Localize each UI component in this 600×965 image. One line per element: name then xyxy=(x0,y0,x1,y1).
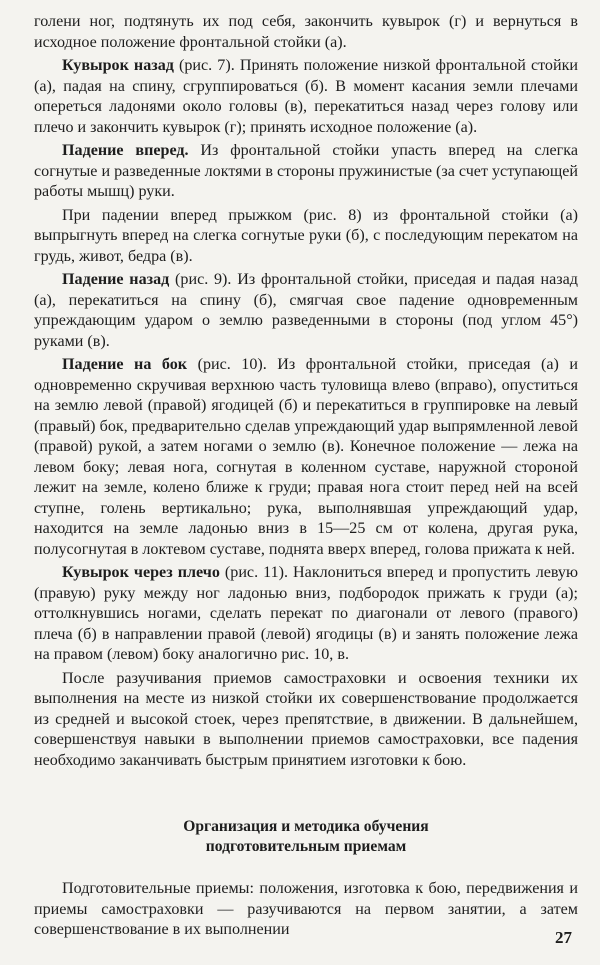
term-shoulder-roll: Кувырок через плечо xyxy=(62,564,220,581)
paragraph-shoulder-roll: Кувырок через плечо (рис. 11). Наклониться вперед и пропустить левую (правую) руку между ног ладонью вниз, подбородок прижать к груди (а); оттолкнувшись ногами, сделать перекат по диагонали от левого (правого) плеча (б) в направлении правой (левой) ягодицы (в) и занять положение лежа на правом (левом) боку аналогично рис. 10, в. xyxy=(34,564,578,663)
term-backward-roll: Кувырок назад xyxy=(62,57,174,74)
paragraph-fall-forward-jump: При падении вперед прыжком (рис. 8) из фронтальной стойки (а) выпрыгнуть вперед на слегка согнутые руки (б), с последующим перекатом на грудь, живот, бедра (в). xyxy=(34,206,578,265)
page-number: 27 xyxy=(555,928,572,947)
paragraph-backward-roll: Кувырок назад (рис. 7). Принять положение низкой фронтальной стойки (а), падая на спину, сгруппироваться (б). В момент касания земли плечами опереться ладонями около головы (в), перекатиться назад через голову или плечо и закончить кувырок (г); принять исходное положение (а). xyxy=(34,57,578,136)
section-heading-line-2: подготовительным приемам xyxy=(205,838,407,855)
section-heading-line-1: Организация и методика обучения xyxy=(183,818,429,835)
section-heading xyxy=(34,817,578,857)
paragraph-after-learning: После разучивания приемов самостраховки и освоения техники их выполнения на месте из низкой стойки их совершенствование продолжается из средней и высокой стоек, через препятствие, в движении. В дальнейшем, совершенствуя навыки в выполнении приемов самостраховки, все падения необходимо заканчивать быстрым принятием изготовки к бою. xyxy=(34,669,578,769)
term-fall-backward: Падение назад xyxy=(62,271,170,288)
paragraph-preparatory: Подготовительные приемы: положения, изготовка к бою, передвижения и приемы самостраховки — разучиваются на первом занятии, а затем совершенствование в их выполнении xyxy=(34,880,578,938)
paragraph-continuation: голени ног, подтянуть их под себя, закончить кувырок (г) и вернуться в исходное положение фронтальной стойки (а). xyxy=(34,13,578,51)
term-fall-forward: Падение вперед. xyxy=(62,142,189,159)
paragraph-fall-backward: Падение назад (рис. 9). Из фронтальной стойки, приседая и падая назад (а), перекатиться на спину (б), смягчая свое падение одновременным упреждающим ударом о землю разведенными в стороны (под углом 45°) руками (в). xyxy=(34,271,578,350)
paragraph-fall-forward: Падение вперед. Из фронтальной стойки упасть вперед на слегка согнутые и разведенные локтями в стороны пружинистые (за счет уступающей работы мышц) руки. xyxy=(34,142,578,200)
term-fall-side: Падение на бок xyxy=(62,356,188,373)
paragraph-fall-side: Падение на бок (рис. 10). Из фронтальной стойки, приседая (а) и одновременно скручивая верхнюю часть туловища влево (вправо), опуститься на землю левой (правой) ягодицей (б) и перекатиться в группировке на левый (правый) бок, предварительно сделав упреждающий удар выпрямленной левой (правой) рукой, а затем ногами о землю (в). Конечное положение — лежа на левом боку; левая нога, согнутая в коленном суставе, наружной стороной лежит на земле, колено ближе к груди; правая нога стоит перед ней на всей ступне, голень вертикально; рука, выполнявшая упреждающий удар, находится на земле ладонью вниз в 15—25 см от колена, другая рука, полусогнутая в локтевом суставе, поднята вверх вперед, голова прижата к ней. xyxy=(34,356,579,558)
